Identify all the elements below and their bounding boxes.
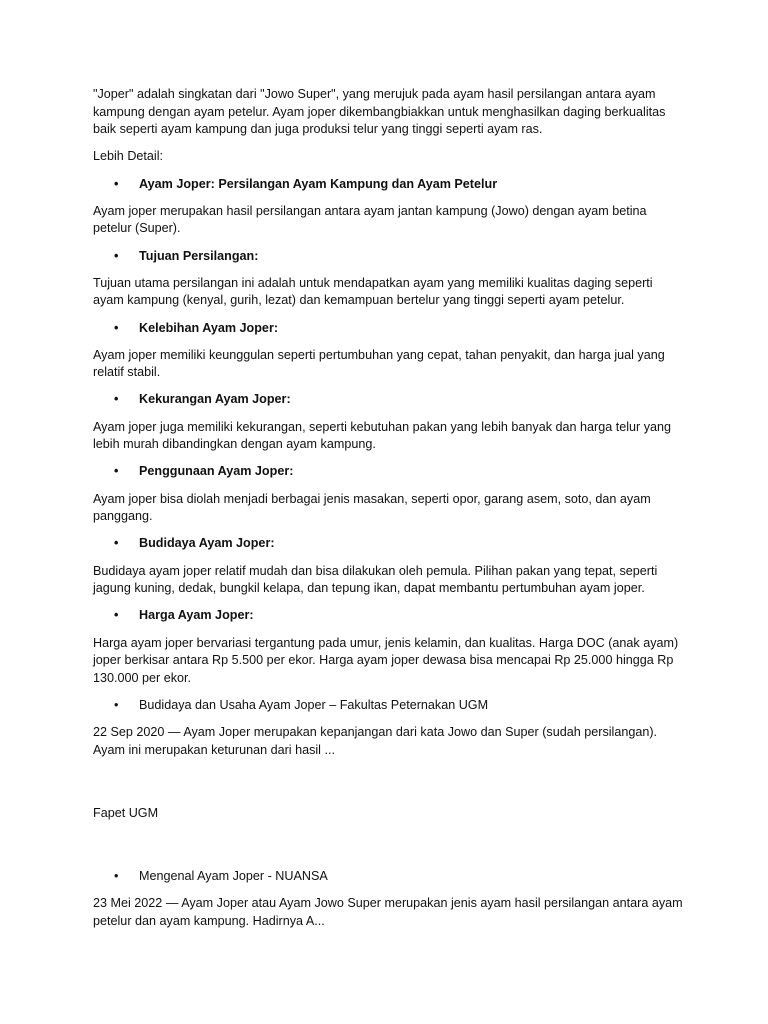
source-title: • Budidaya dan Usaha Ayam Joper – Fakultas Peternakan UGM bbox=[93, 697, 683, 715]
section-body: Ayam joper merupakan hasil persilangan antara ayam jantan kampung (Jowo) dengan ayam betina petelur (Super). bbox=[93, 203, 647, 236]
section-heading-list bbox=[93, 176, 683, 194]
source-snippet: 22 Sep 2020 — Ayam Joper merupakan kepanjangan dari kata Jowo dan Super (sudah persilangan). Ayam ini merupakan keturunan dari hasil ... bbox=[93, 725, 658, 757]
intro-paragraph: "Joper" adalah singkatan dari "Jowo Super", yang merujuk pada ayam hasil persilangan antara ayam kampung dengan ayam petelur. Ayam joper dikembangbiakkan untuk menghasilkan daging berkualitas baik seperti ayam kampung dan juga produksi telur yang tinggi seperti ayam ras. bbox=[93, 87, 666, 137]
section-heading: • Penggunaan Ayam Joper: bbox=[93, 463, 683, 481]
section-heading: • Budidaya Ayam Joper: bbox=[93, 535, 683, 553]
section-heading: • Kekurangan Ayam Joper: bbox=[93, 391, 683, 409]
source-site: Fapet UGM bbox=[93, 805, 159, 820]
section-body: Harga ayam joper bervariasi tergantung pada umur, jenis kelamin, dan kualitas. Harga DOC (anak ayam) joper berkisar antara Rp 5.500 per ekor. Harga ayam joper dewasa bisa mencapai Rp 25.000 hingga Rp 130.000 per ekor. bbox=[93, 635, 679, 685]
document-content bbox=[93, 86, 683, 940]
section-heading: • Ayam Joper: Persilangan Ayam Kampung dan Ayam Petelur bbox=[93, 176, 683, 194]
spacer bbox=[93, 832, 683, 868]
section-heading-list bbox=[93, 463, 683, 481]
source-title: • Mengenal Ayam Joper - NUANSA bbox=[93, 868, 683, 886]
section-heading-list bbox=[93, 535, 683, 553]
section-heading-list bbox=[93, 320, 683, 338]
source-snippet: 23 Mei 2022 — Ayam Joper atau Ayam Jowo Super merupakan jenis ayam hasil persilangan antara ayam petelur dan ayam kampung. Hadirnya A... bbox=[93, 896, 683, 928]
section-heading: • Tujuan Persilangan: bbox=[93, 248, 683, 266]
section-heading-list bbox=[93, 391, 683, 409]
section-body: Tujuan utama persilangan ini adalah untuk mendapatkan ayam yang memiliki kualitas daging seperti ayam kampung (kenyal, gurih, lezat) dan kemampuan bertelur yang tinggi seperti ayam petelur. bbox=[93, 275, 653, 308]
section-heading-list bbox=[93, 248, 683, 266]
section-body: Ayam joper juga memiliki kekurangan, seperti kebutuhan pakan yang lebih banyak dan harga telur yang lebih murah dibandingkan dengan ayam kampung. bbox=[93, 419, 672, 452]
detail-label: Lebih Detail: bbox=[93, 149, 164, 164]
spacer bbox=[93, 769, 683, 805]
section-heading: • Harga Ayam Joper: bbox=[93, 607, 683, 625]
section-heading-list bbox=[93, 607, 683, 625]
section-body: Ayam joper bisa diolah menjadi berbagai jenis masakan, seperti opor, garang asem, soto, dan ayam panggang. bbox=[93, 491, 651, 524]
source-list bbox=[93, 697, 683, 715]
section-body: Ayam joper memiliki keunggulan seperti pertumbuhan yang cepat, tahan penyakit, dan harga jual yang relatif stabil. bbox=[93, 347, 665, 380]
section-body: Budidaya ayam joper relatif mudah dan bisa dilakukan oleh pemula. Pilihan pakan yang tepat, seperti jagung kuning, dedak, bungkil kelapa, dan tepung ikan, dapat membantu pertumbuhan ayam joper. bbox=[93, 563, 658, 596]
section-heading: • Kelebihan Ayam Joper: bbox=[93, 320, 683, 338]
source-list bbox=[93, 868, 683, 886]
